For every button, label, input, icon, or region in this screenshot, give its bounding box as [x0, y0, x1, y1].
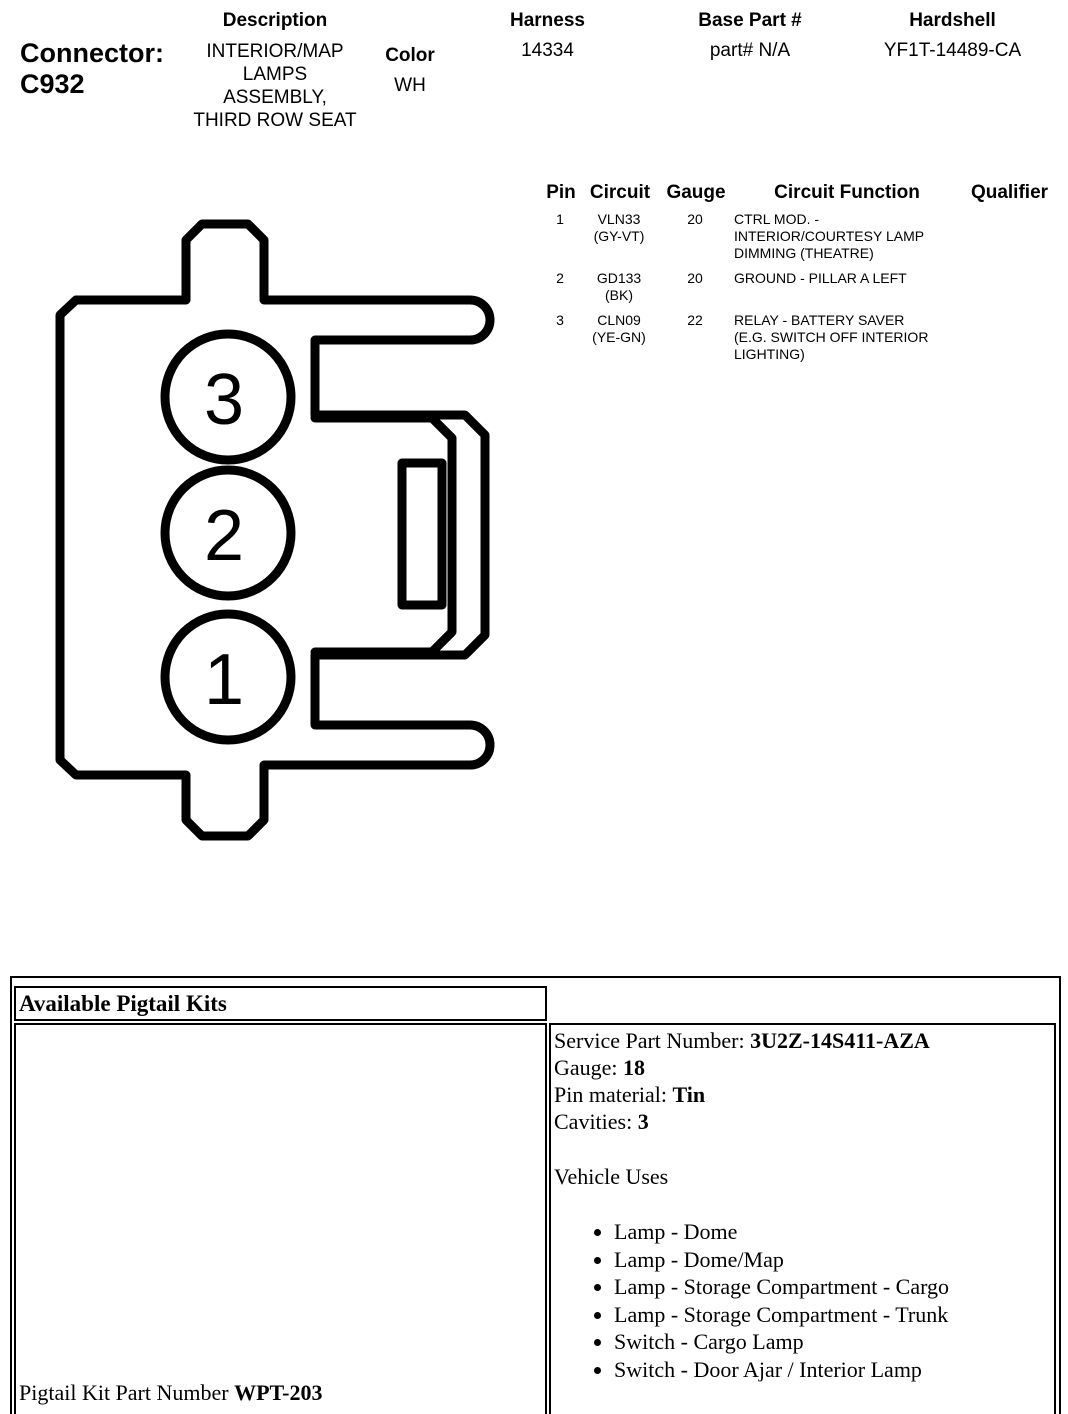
color-value: WH	[394, 75, 426, 96]
function-cell	[734, 270, 974, 287]
service-part-number: Service Part Number: 3U2Z-14S411-AZA	[554, 1028, 930, 1053]
gauge-cell: 20	[687, 270, 703, 286]
latch-outline	[315, 418, 452, 652]
gauge-row: Gauge: 18	[554, 1055, 646, 1080]
vehicle-uses-list	[554, 1218, 1054, 1383]
hardshell-value: YF1T-14489-CA	[883, 40, 1022, 61]
description-line: THIRD ROW SEAT	[193, 110, 357, 131]
list-item: • Lamp - Storage Compartment - Cargo	[614, 1273, 1054, 1301]
circuit-code: VLN33	[597, 211, 641, 227]
pin-number: 3	[556, 312, 564, 328]
circuit-code: GD133	[596, 270, 642, 286]
cavities-row: Cavities: 3	[554, 1109, 649, 1134]
color-header: Color	[385, 45, 435, 66]
list-item: • Switch - Door Ajar / Interior Lamp	[614, 1356, 1054, 1384]
function-line: INTERIOR/COURTESY LAMP	[734, 228, 925, 244]
description-line: LAMPS	[242, 64, 308, 85]
circuit-cell	[578, 211, 660, 245]
circuit-col-header: Circuit	[589, 182, 651, 203]
function-line: LIGHTING)	[734, 346, 805, 362]
pigtail-right-cell	[549, 1023, 1056, 1414]
pigtail-details	[551, 1025, 1054, 1383]
pin-col-header: Pin	[546, 182, 576, 203]
harness-header: Harness	[510, 10, 585, 31]
connector-label: Connector:	[20, 38, 164, 68]
pin-material-row: Pin material: Tin	[554, 1082, 706, 1107]
list-item: • Lamp - Dome/Map	[614, 1246, 1054, 1274]
list-item: • Lamp - Dome	[614, 1218, 1054, 1246]
pin-label-1: 1	[203, 640, 245, 720]
gauge-cell: 22	[687, 312, 703, 328]
vehicle-uses-label: Vehicle Uses	[554, 1164, 669, 1189]
base-part-header: Base Part #	[698, 10, 802, 31]
description-header: Description	[222, 10, 328, 31]
function-line: DIMMING (THEATRE)	[734, 245, 874, 261]
gauge-col-header: Gauge	[666, 182, 726, 203]
function-cell	[734, 312, 974, 363]
connector-diagram	[0, 0, 520, 860]
kit-part-label: Pigtail Kit Part Number	[19, 1380, 235, 1405]
connector-id: C932	[20, 69, 85, 99]
qualifier-col-header: Qualifier	[970, 182, 1049, 203]
function-col-header: Circuit Function	[774, 182, 920, 203]
function-line: CTRL MOD. -	[734, 211, 820, 227]
pin-number: 1	[556, 211, 564, 227]
function-line: GROUND - PILLAR A LEFT	[734, 270, 907, 286]
function-cell	[734, 211, 974, 262]
service-part-value: 3U2Z-14S411-AZA	[750, 1028, 930, 1053]
pigtail-title: Available Pigtail Kits	[19, 991, 227, 1016]
circuit-color: (YE-GN)	[592, 329, 646, 345]
pigtail-title-cell	[14, 986, 547, 1021]
kit-part-number	[19, 1379, 323, 1406]
circuit-code: CLN09	[597, 312, 641, 328]
latch-tab	[402, 463, 442, 605]
description-line: ASSEMBLY,	[223, 87, 327, 108]
kit-part-value: WPT-203	[234, 1380, 323, 1405]
pin-material-value: Tin	[672, 1082, 706, 1107]
function-line: (E.G. SWITCH OFF INTERIOR	[734, 329, 929, 345]
list-item: • Switch - Cargo Lamp	[614, 1328, 1054, 1356]
circuit-cell	[578, 270, 660, 304]
pigtail-left-cell	[14, 1023, 547, 1414]
pin-label-3: 3	[203, 360, 245, 440]
pin-number: 2	[556, 270, 564, 286]
gauge-value: 18	[623, 1055, 646, 1080]
hardshell-header: Hardshell	[909, 10, 996, 31]
list-item: • Lamp - Storage Compartment - Trunk	[614, 1301, 1054, 1329]
circuit-color: (GY-VT)	[593, 228, 645, 244]
base-part-value: part# N/A	[709, 40, 791, 61]
function-line: RELAY - BATTERY SAVER	[734, 312, 905, 328]
gauge-cell: 20	[687, 211, 703, 227]
cavities-value: 3	[637, 1109, 649, 1134]
harness-value: 14334	[521, 40, 574, 61]
circuit-cell	[578, 312, 660, 346]
pin-label-2: 2	[203, 496, 245, 576]
circuit-color: (BK)	[605, 287, 633, 303]
description-line: INTERIOR/MAP	[206, 41, 344, 62]
